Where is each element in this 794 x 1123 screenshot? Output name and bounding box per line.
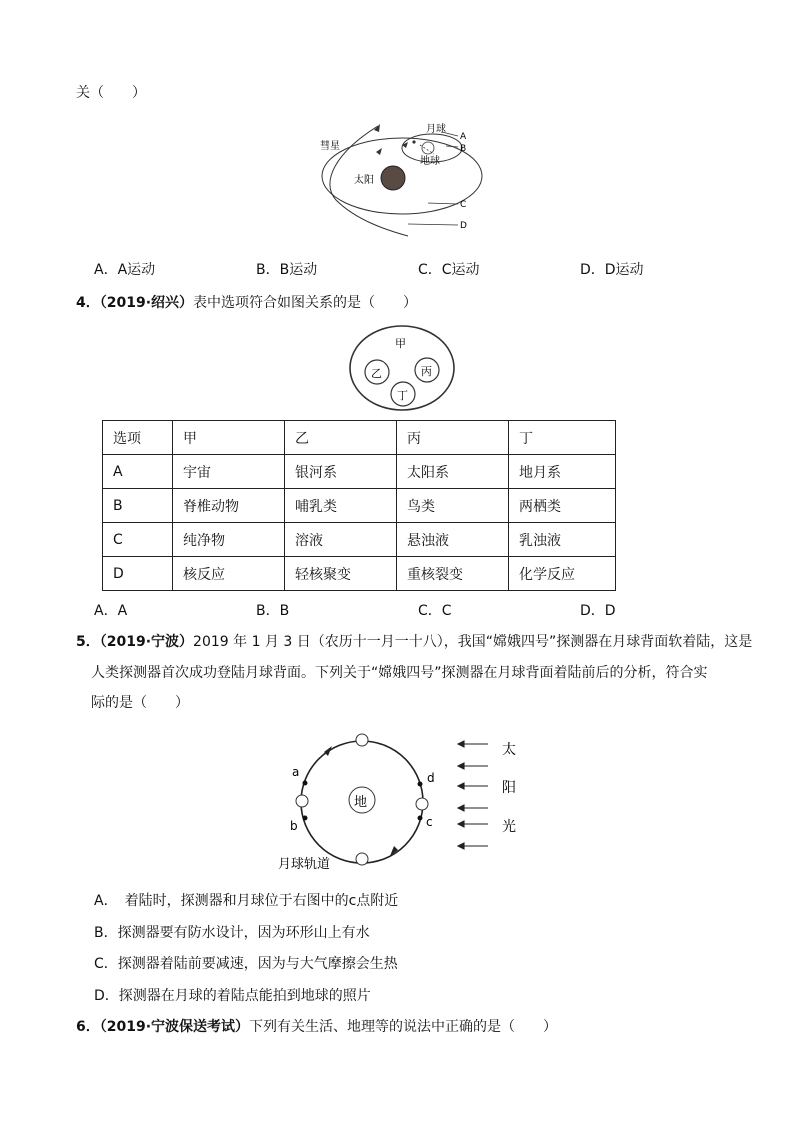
circle-bing-label: 丙 [421, 365, 432, 378]
q5-stem-line3: 际的是（ ） [91, 695, 189, 711]
q4-option-a[interactable]: A．A [94, 603, 128, 619]
q5-option-d[interactable]: D．探测器在月球的着陆点能拍到地球的照片 [94, 988, 371, 1004]
table-cell: 宇宙 [173, 455, 285, 489]
q4-option-d[interactable]: D．D [580, 603, 616, 619]
table-cell: 重核裂变 [397, 557, 509, 591]
q4-source: （2019·绍兴） [99, 295, 194, 311]
circle-yi-label: 乙 [371, 367, 382, 380]
earth-label: 地球 [420, 156, 440, 167]
q5-source: （2019·宁波） [99, 634, 194, 650]
q5-number: 5． [76, 634, 100, 650]
comet-label: 彗星 [320, 141, 340, 152]
table-cell: 脊椎动物 [173, 489, 285, 523]
moon-label: 月球 [426, 124, 446, 135]
table-row [103, 489, 616, 523]
earth-label: 地 [354, 795, 368, 810]
q4-nested-circles-figure [346, 322, 458, 414]
sunlight-label-3: 光 [502, 819, 516, 835]
table-header-cell: 丁 [509, 421, 616, 455]
q5-option-a[interactable]: A． 着陆时，探测器和月球位于右图中的c点附近 [94, 893, 399, 909]
orbit-label: 月球轨道 [278, 857, 331, 872]
table-header-cell: 丙 [397, 421, 509, 455]
point-d-label: d [427, 771, 435, 785]
orbit-label-b: B [460, 144, 467, 154]
q5-stem-line2: 人类探测器首次成功登陆月球背面。下列关于“嫦娥四号”探测器在月球背面着陆前后的分析，符合实 [91, 665, 708, 681]
q5-option-b[interactable]: B．探测器要有防水设计，因为环形山上有水 [94, 925, 370, 941]
table-cell: D [103, 557, 173, 591]
table-cell: 化学反应 [509, 557, 616, 591]
table-cell: 溶液 [285, 523, 397, 557]
orbit-label-d: D [460, 221, 467, 231]
table-row [103, 557, 616, 591]
table-cell: 太阳系 [397, 455, 509, 489]
point-c-label: c [426, 815, 433, 829]
q4-table [102, 420, 616, 591]
q4-stem-text: 表中选项符合如图关系的是（ ） [193, 295, 418, 311]
table-cell: 两栖类 [509, 489, 616, 523]
table-cell: 哺乳类 [285, 489, 397, 523]
q3-option-a[interactable]: A．A运动 [94, 262, 156, 278]
table-cell: 鸟类 [397, 489, 509, 523]
circle-ding-label: 丁 [397, 389, 408, 402]
q4-number: 4． [76, 295, 100, 311]
table-cell: 核反应 [173, 557, 285, 591]
orbit-label-a: A [460, 132, 467, 142]
q6-number: 6． [76, 1019, 100, 1035]
q5-option-c[interactable]: C．探测器着陆前要减速，因为与大气摩擦会生热 [94, 956, 398, 972]
circle-jia-label: 甲 [395, 337, 406, 350]
q5-stem-line1 [76, 631, 752, 651]
q4-stem [76, 292, 417, 312]
table-cell: C [103, 523, 173, 557]
q3-option-c[interactable]: C．C运动 [418, 262, 480, 278]
orbit-label-c: C [460, 200, 467, 210]
q5-line1-text: 2019 年 1 月 3 日（农历十一月一十八），我国“嫦娥四号”探测器在月球背面软着陆，这是 [193, 634, 753, 650]
table-cell: 地月系 [509, 455, 616, 489]
table-row [103, 455, 616, 489]
point-a-label: a [292, 765, 300, 779]
table-cell: 纯净物 [173, 523, 285, 557]
q6-stem [76, 1016, 557, 1036]
sunlight-label-2: 阳 [502, 780, 516, 796]
q3-option-d[interactable]: D．D运动 [580, 262, 644, 278]
sun-label: 太阳 [354, 175, 374, 186]
table-header-cell: 甲 [173, 421, 285, 455]
q4-option-b[interactable]: B．B [256, 603, 290, 619]
table-cell: A [103, 455, 173, 489]
table-cell: 银河系 [285, 455, 397, 489]
table-header-cell: 乙 [285, 421, 397, 455]
sunlight-label-1: 太 [502, 742, 516, 758]
q3-stem-tail: 关（ ） [76, 85, 146, 101]
table-cell: 轻核聚变 [285, 557, 397, 591]
table-header-cell: 选项 [103, 421, 173, 455]
q3-orbit-figure [316, 112, 486, 242]
table-cell: 乳浊液 [509, 523, 616, 557]
point-b-label: b [290, 819, 298, 833]
q6-source: （2019·宁波保送考试） [99, 1019, 250, 1035]
table-row [103, 523, 616, 557]
q6-stem-text: 下列有关生活、地理等的说法中正确的是（ ） [249, 1019, 558, 1035]
q5-moon-orbit-figure [270, 728, 530, 878]
table-cell: B [103, 489, 173, 523]
table-header-row [103, 421, 616, 455]
table-cell: 悬浊液 [397, 523, 509, 557]
q3-option-b[interactable]: B．B运动 [256, 262, 318, 278]
q4-option-c[interactable]: C．C [418, 603, 452, 619]
